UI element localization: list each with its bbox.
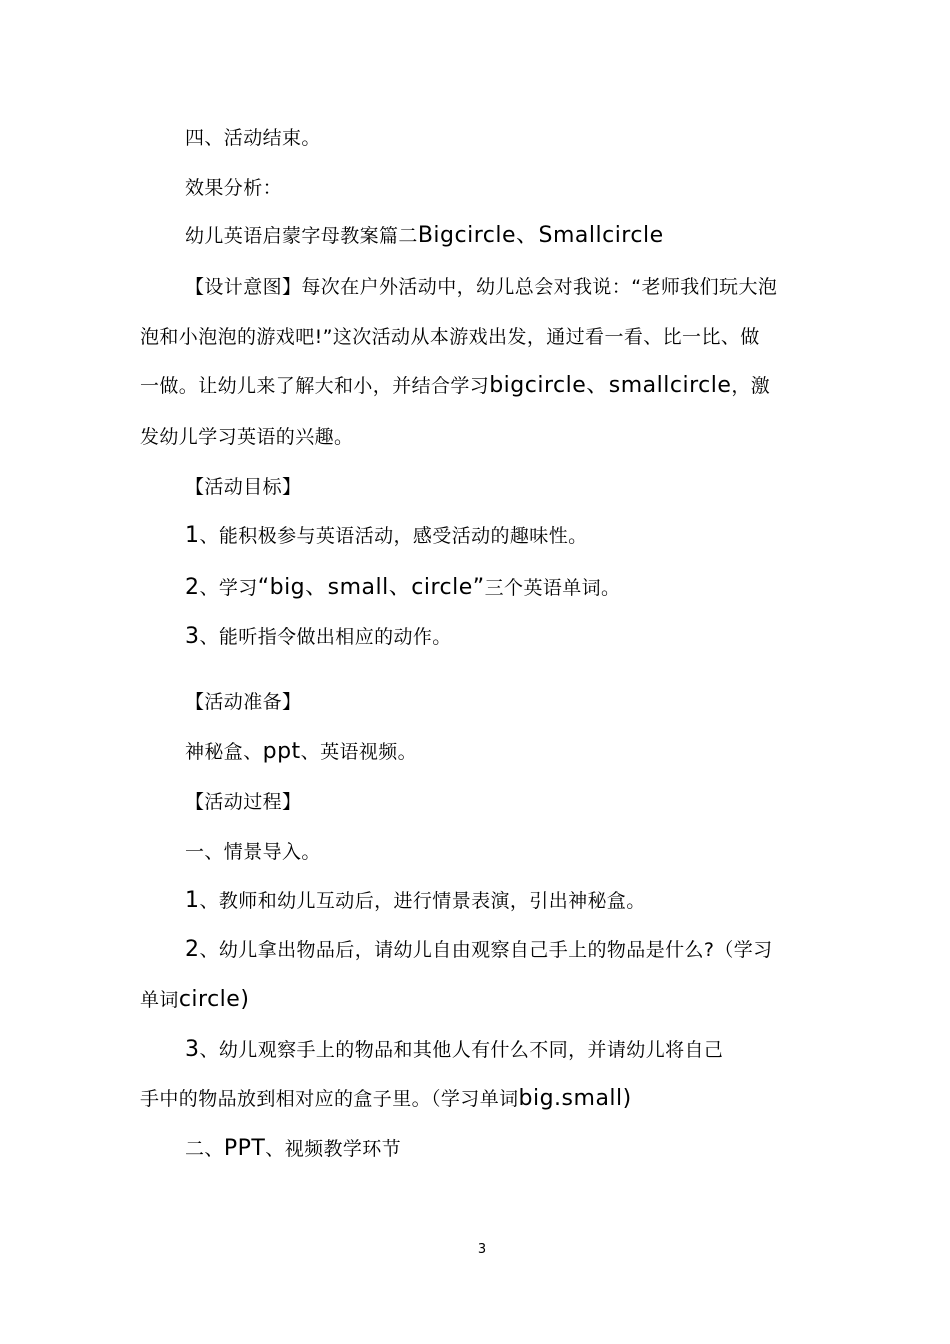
activity-goals-heading: 【活动目标】 (185, 476, 302, 498)
design-intent-paragraph-line-2: 泡和小泡泡的游戏吧!”这次活动从本游戏出发，通过看一看、比一比、做 (140, 326, 760, 348)
process-item-3-line-1: 3、幼儿观察手上的物品和其他人有什么不同，并请幼儿将自己 (185, 1037, 724, 1062)
process-item-2-line-1: 2、幼儿拿出物品后，请幼儿自由观察自己手上的物品是什么?（学习 (185, 937, 773, 962)
design-intent-paragraph-line-3: 一做。让幼儿来了解大和小，并结合学习bigcircle、smallcircle，激 (140, 373, 771, 398)
activity-process-heading: 【活动过程】 (185, 791, 302, 813)
effect-analysis-heading: 效果分析： (185, 177, 283, 199)
design-intent-paragraph-line-4: 发幼儿学习英语的兴趣。 (140, 426, 354, 448)
lesson-plan-title: 幼儿英语启蒙字母教案篇二Bigcircle、Smallcircle (185, 223, 664, 248)
page-number: 3 (477, 1242, 487, 1257)
process-item-3-line-2: 手中的物品放到相对应的盒子里。（学习单词big.small) (140, 1086, 632, 1111)
section-heading-activity-end: 四、活动结束。 (185, 127, 321, 149)
goal-item-2: 2、学习“big、small、circle”三个英语单词。 (185, 575, 621, 600)
process-step-1-heading: 一、情景导入。 (185, 841, 321, 863)
activity-preparation-heading: 【活动准备】 (185, 691, 302, 713)
process-step-2-heading: 二、PPT、视频教学环节 (185, 1136, 402, 1161)
process-item-2-line-2: 单词circle) (140, 987, 250, 1012)
goal-item-1: 1、能积极参与英语活动，感受活动的趣味性。 (185, 523, 588, 548)
preparation-materials: 神秘盒、ppt、英语视频。 (185, 739, 418, 764)
process-item-1: 1、教师和幼儿互动后，进行情景表演，引出神秘盒。 (185, 888, 646, 913)
goal-item-3: 3、能听指令做出相应的动作。 (185, 624, 452, 649)
design-intent-paragraph-line-1: 【设计意图】每次在户外活动中，幼儿总会对我说：“老师我们玩大泡 (185, 276, 778, 298)
